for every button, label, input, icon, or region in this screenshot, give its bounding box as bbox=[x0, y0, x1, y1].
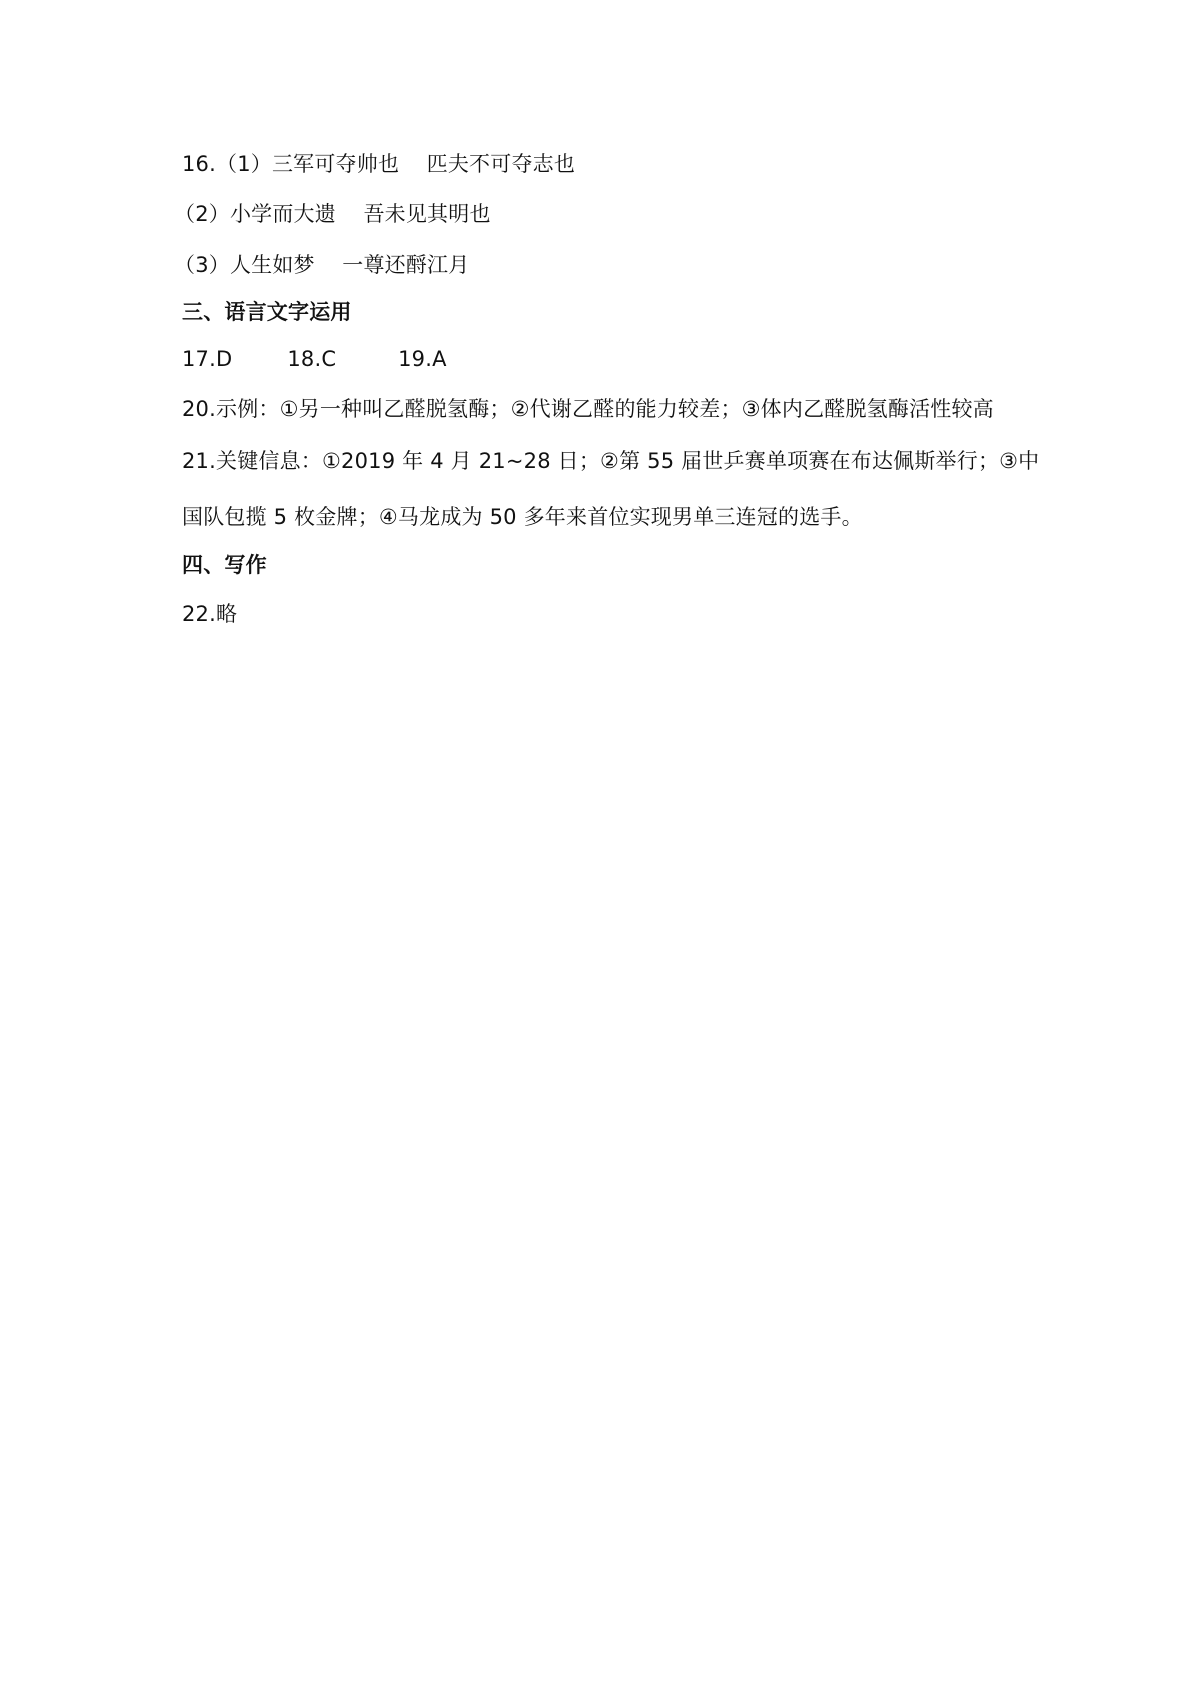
answer-16-part-2: （2）小学而大遗 吾未见其明也 bbox=[174, 202, 491, 226]
answer-20: 20.示例：①另一种叫乙醛脱氢酶；②代谢乙醛的能力较差；③体内乙醛脱氢酶活性较高 bbox=[182, 397, 994, 421]
answer-21-line-2: 国队包揽 5 枚金牌；④马龙成为 50 多年来首位实现男单三连冠的选手。 bbox=[182, 505, 863, 529]
answer-22: 22.略 bbox=[182, 602, 238, 626]
answer-16-part-1: 16.（1）三军可夺帅也 匹夫不可夺志也 bbox=[182, 152, 576, 176]
answer-21-line-1: 21.关键信息：①2019 年 4 月 21~28 日；②第 55 届世乒赛单项赛在布达佩斯举行；③中 bbox=[182, 449, 1040, 473]
answer-16-part-3: （3）人生如梦 一尊还酹江月 bbox=[174, 253, 470, 277]
answers-17-19: 17.D 18.C 19.A bbox=[182, 347, 447, 371]
section-heading-writing: 四、写作 bbox=[182, 553, 267, 577]
section-heading-language-use: 三、语言文字运用 bbox=[182, 300, 352, 324]
